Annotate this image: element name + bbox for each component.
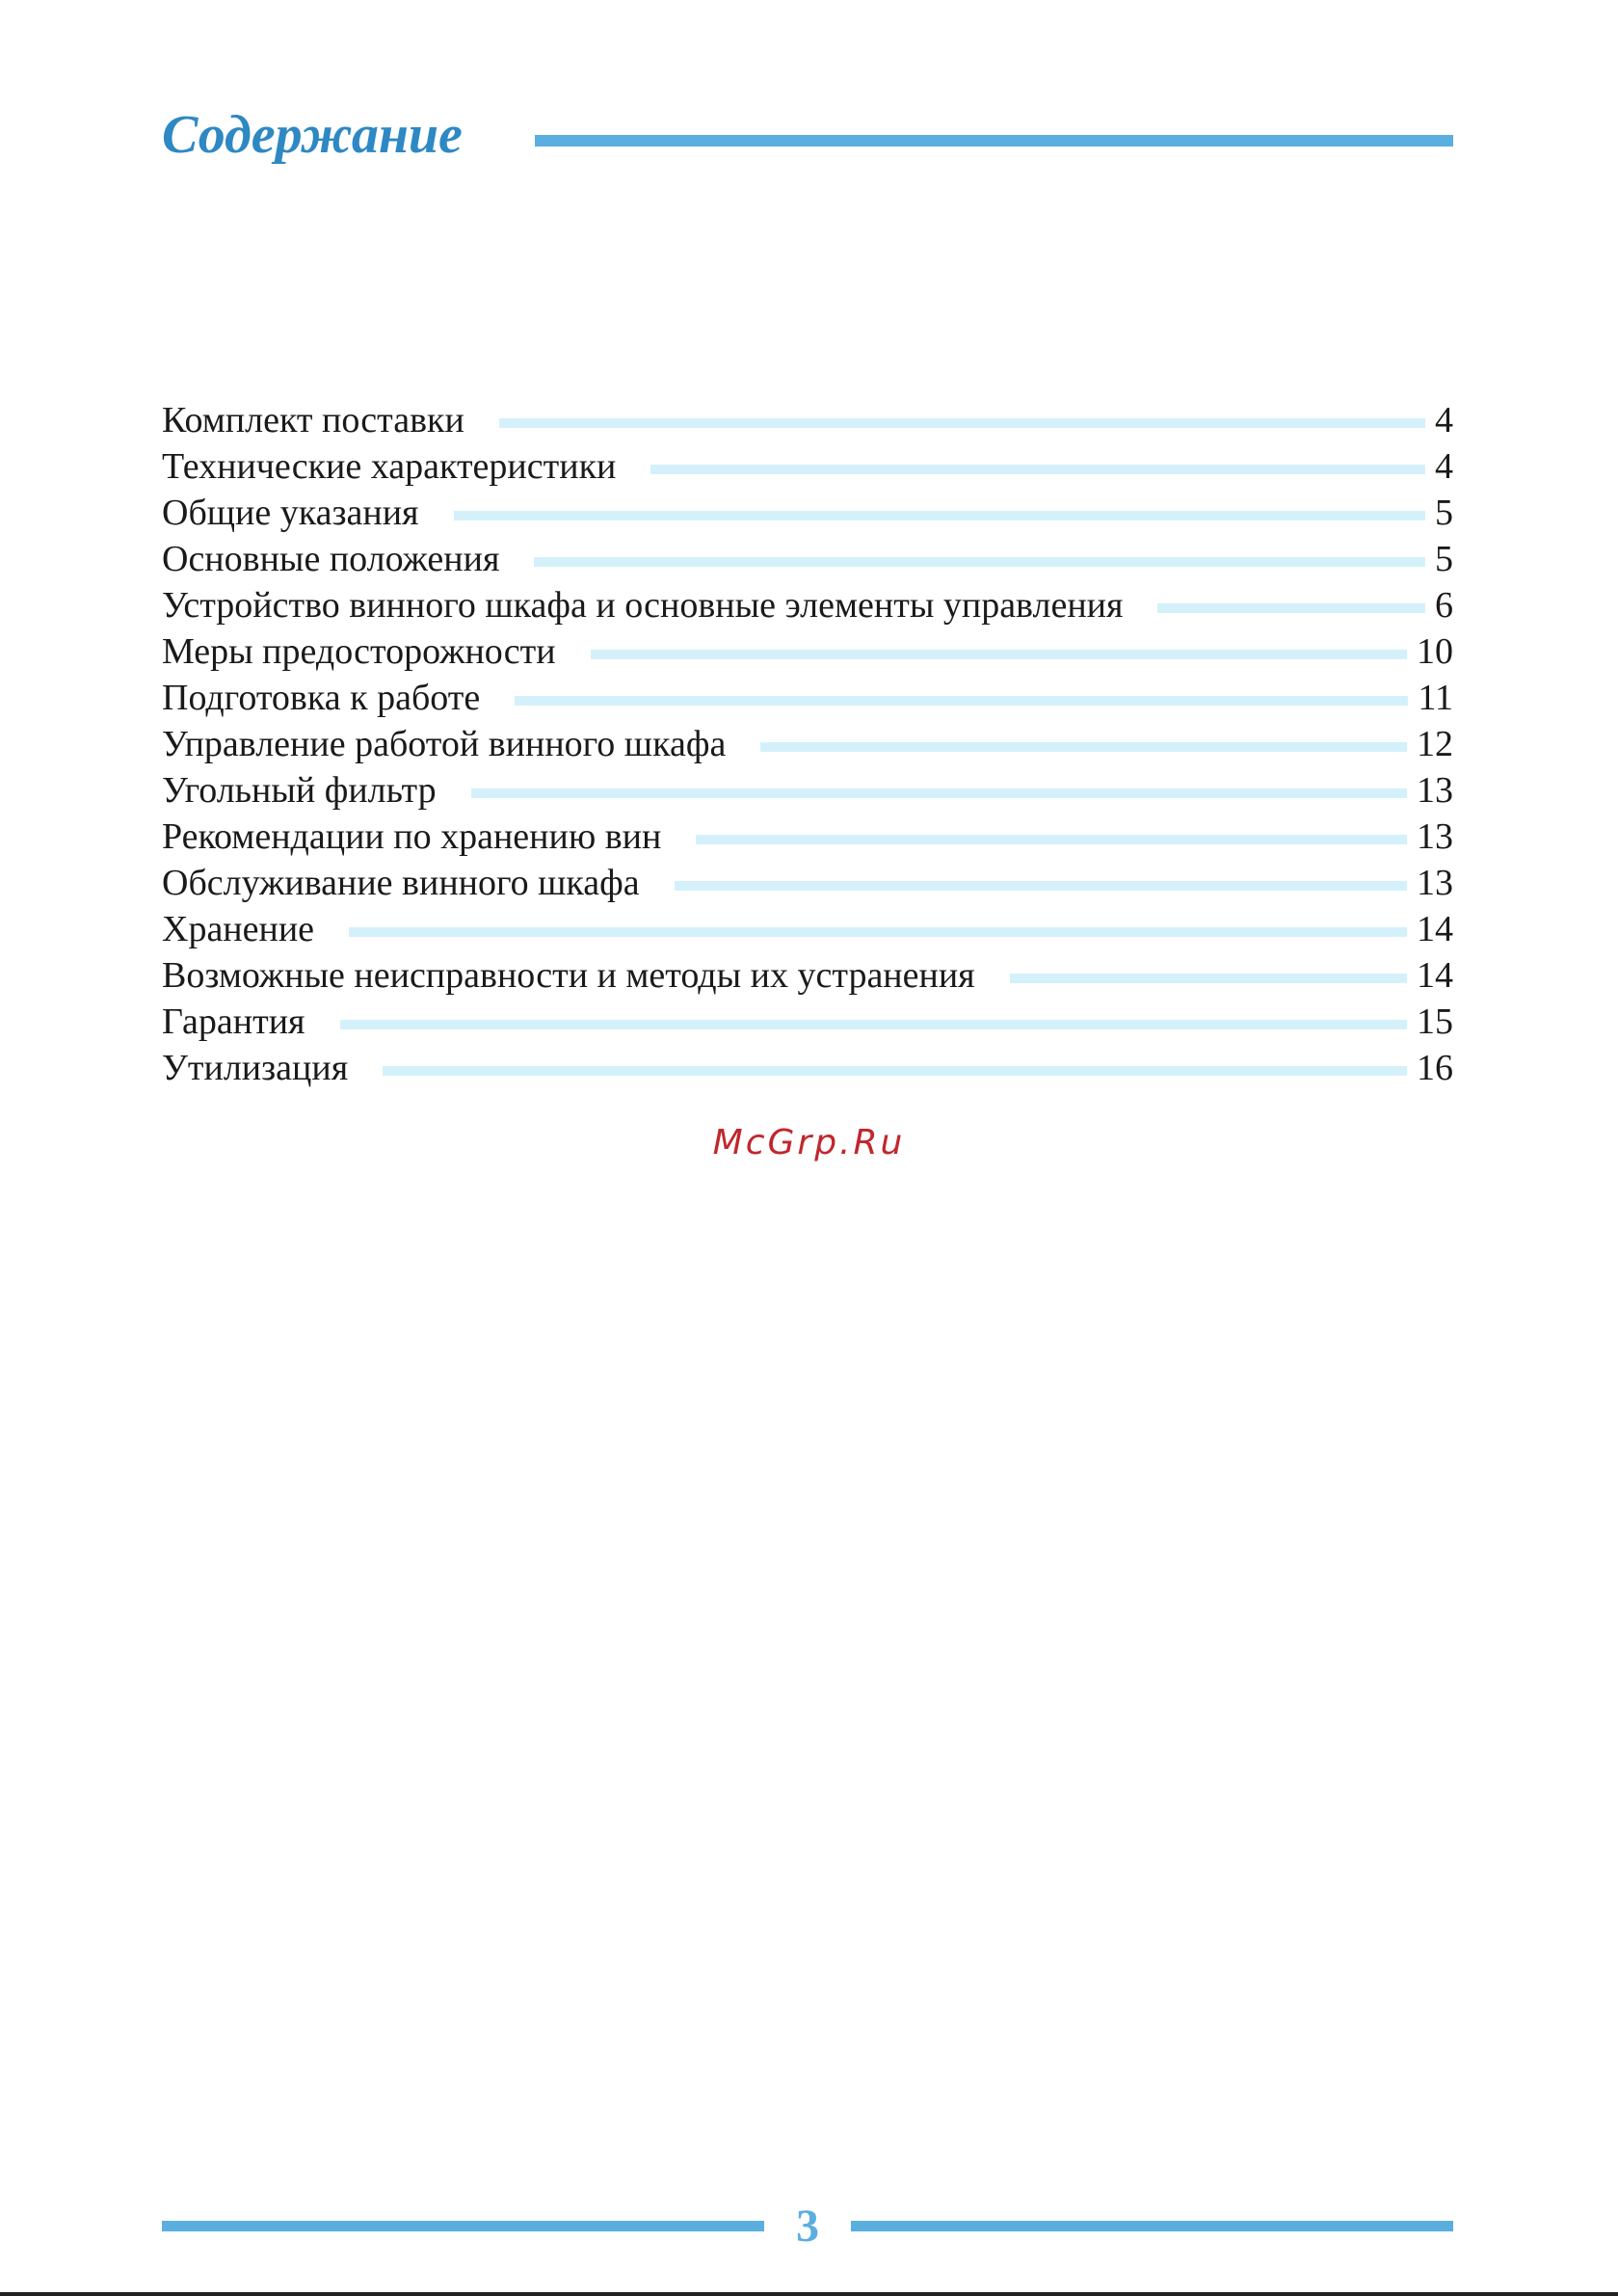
toc-item[interactable] bbox=[162, 721, 1453, 767]
toc-item-title: Подготовка к работе bbox=[162, 678, 481, 718]
page-title: Содержание bbox=[162, 105, 463, 165]
toc-item-title: Устройство винного шкафа и основные элементы управления bbox=[162, 585, 1124, 626]
toc-item[interactable] bbox=[162, 675, 1453, 721]
toc-leader-line bbox=[760, 742, 1407, 752]
toc-item-title: Меры предосторожности bbox=[162, 631, 556, 672]
toc-leader-line bbox=[515, 696, 1408, 706]
toc-item[interactable] bbox=[162, 1045, 1453, 1091]
toc-item-page: 4 bbox=[1435, 446, 1453, 487]
table-of-contents bbox=[162, 397, 1453, 1091]
toc-item[interactable] bbox=[162, 999, 1453, 1045]
page-bottom-edge bbox=[0, 2292, 1618, 2296]
toc-item-page: 15 bbox=[1417, 1001, 1453, 1042]
toc-item[interactable] bbox=[162, 628, 1453, 675]
header-rule bbox=[535, 135, 1453, 147]
footer-rule-right bbox=[851, 2221, 1453, 2231]
toc-item[interactable] bbox=[162, 397, 1453, 443]
toc-item-page: 14 bbox=[1417, 955, 1453, 996]
toc-item-title: Технические характеристики bbox=[162, 446, 617, 487]
footer-rule-left bbox=[162, 2221, 764, 2231]
toc-item[interactable] bbox=[162, 860, 1453, 906]
toc-item-page: 14 bbox=[1417, 909, 1453, 949]
toc-leader-line bbox=[383, 1066, 1407, 1076]
toc-leader-line bbox=[471, 788, 1407, 798]
toc-item[interactable] bbox=[162, 767, 1453, 814]
toc-item-page: 5 bbox=[1435, 493, 1453, 533]
toc-item-page: 12 bbox=[1417, 724, 1453, 764]
toc-item-title: Комплект поставки bbox=[162, 400, 464, 441]
toc-leader-line bbox=[696, 835, 1407, 844]
toc-item-title: Возможные неисправности и методы их устранения bbox=[162, 955, 975, 996]
toc-item-title: Основные положения bbox=[162, 539, 500, 579]
toc-item[interactable] bbox=[162, 814, 1453, 860]
toc-item-page: 4 bbox=[1435, 400, 1453, 441]
watermark-link[interactable]: McGrp.Ru bbox=[712, 1123, 906, 1162]
toc-item-title: Угольный фильтр bbox=[162, 770, 437, 811]
toc-item-page: 10 bbox=[1417, 631, 1453, 672]
toc-item[interactable] bbox=[162, 952, 1453, 999]
toc-item-page: 5 bbox=[1435, 539, 1453, 579]
toc-leader-line bbox=[340, 1020, 1407, 1029]
toc-item[interactable] bbox=[162, 906, 1453, 952]
toc-item-title: Гарантия bbox=[162, 1001, 305, 1042]
toc-leader-line bbox=[499, 418, 1425, 428]
page-header bbox=[162, 96, 1453, 174]
toc-item-page: 13 bbox=[1417, 863, 1453, 903]
toc-item-page: 6 bbox=[1435, 585, 1453, 626]
toc-item-page: 13 bbox=[1417, 770, 1453, 811]
toc-item[interactable] bbox=[162, 536, 1453, 582]
toc-leader-line bbox=[675, 881, 1407, 891]
toc-item-title: Утилизация bbox=[162, 1048, 349, 1088]
toc-leader-line bbox=[534, 557, 1425, 567]
toc-item[interactable] bbox=[162, 582, 1453, 628]
toc-item-title: Обслуживание винного шкафа bbox=[162, 863, 640, 903]
toc-leader-line bbox=[454, 511, 1425, 521]
toc-leader-line bbox=[591, 650, 1407, 659]
toc-leader-line bbox=[650, 465, 1425, 474]
page-footer bbox=[162, 2198, 1453, 2256]
toc-item-title: Хранение bbox=[162, 909, 315, 949]
toc-item-page: 11 bbox=[1418, 678, 1453, 718]
toc-item-title: Общие указания bbox=[162, 493, 419, 533]
toc-item-page: 13 bbox=[1417, 816, 1453, 857]
toc-leader-line bbox=[1157, 603, 1425, 613]
toc-leader-line bbox=[349, 927, 1407, 937]
toc-item-title: Управление работой винного шкафа bbox=[162, 724, 727, 764]
toc-leader-line bbox=[1010, 974, 1407, 983]
toc-item[interactable] bbox=[162, 490, 1453, 536]
toc-item-page: 16 bbox=[1417, 1048, 1453, 1088]
page-number: 3 bbox=[796, 2201, 819, 2252]
toc-item-title: Рекомендации по хранению вин bbox=[162, 816, 662, 857]
toc-item[interactable] bbox=[162, 443, 1453, 490]
